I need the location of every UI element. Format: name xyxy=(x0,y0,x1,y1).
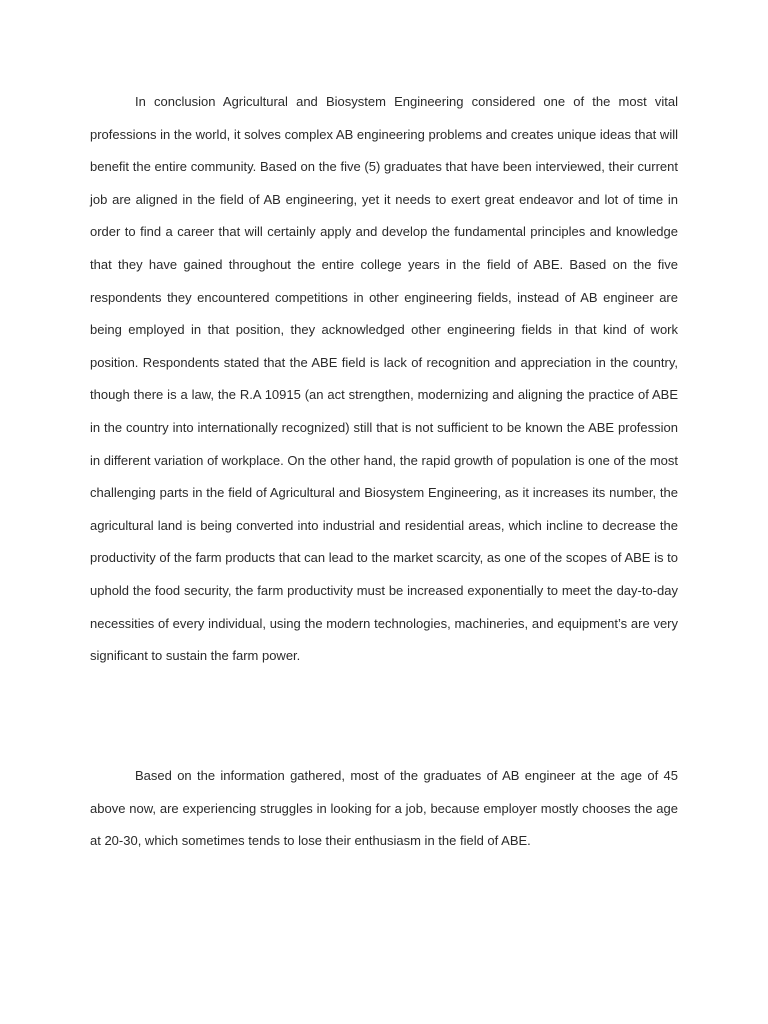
body-paragraph-graduates: Based on the information gathered, most of the graduates of AB engineer at the age of 45 above now, are experiencing struggles in looking for a job, because employer mostly chooses the age at 20-30, which sometimes tends to lose their enthusiasm in the field of ABE. xyxy=(90,768,678,849)
body-paragraph-conclusion: In conclusion Agricultural and Biosystem Engineering considered one of the most vital professions in the world, it solves complex AB engineering problems and creates unique ideas that will benefit the entire community. Based on the five (5) graduates that have been interviewed, their current job are aligned in the field of AB engineering, yet it needs to exert great endeavor and lot of time in order to find a career that will certainly apply and develop the fundamental principles and knowledge that they have gained throughout the entire college years in the field of ABE. Based on the five respondents they encountered competitions in other engineering fields, instead of AB engineer are being employed in that position, they acknowledged other engineering fields in that kind of work position. Respondents stated that the ABE field is lack of recognition and appreciation in the country, though there is a law, the R.A 10915 (an act strengthen, modernizing and aligning the practice of ABE in the country into internationally recognized) still that is not sufficient to be known the ABE profession in different variation of workplace. On the other hand, the rapid growth of population is one of the most challenging parts in the field of Agricultural and Biosystem Engineering, as it increases its number, the agricultural land is being converted into industrial and residential areas, which incline to decrease the productivity of the farm products that can lead to the market scarcity, as one of the scopes of ABE is to uphold the food security, the farm productivity must be increased exponentially to meet the day-to-day necessities of every individual, using the modern technologies, machineries, and equipment’s are very significant to sustain the farm power. xyxy=(90,94,678,664)
